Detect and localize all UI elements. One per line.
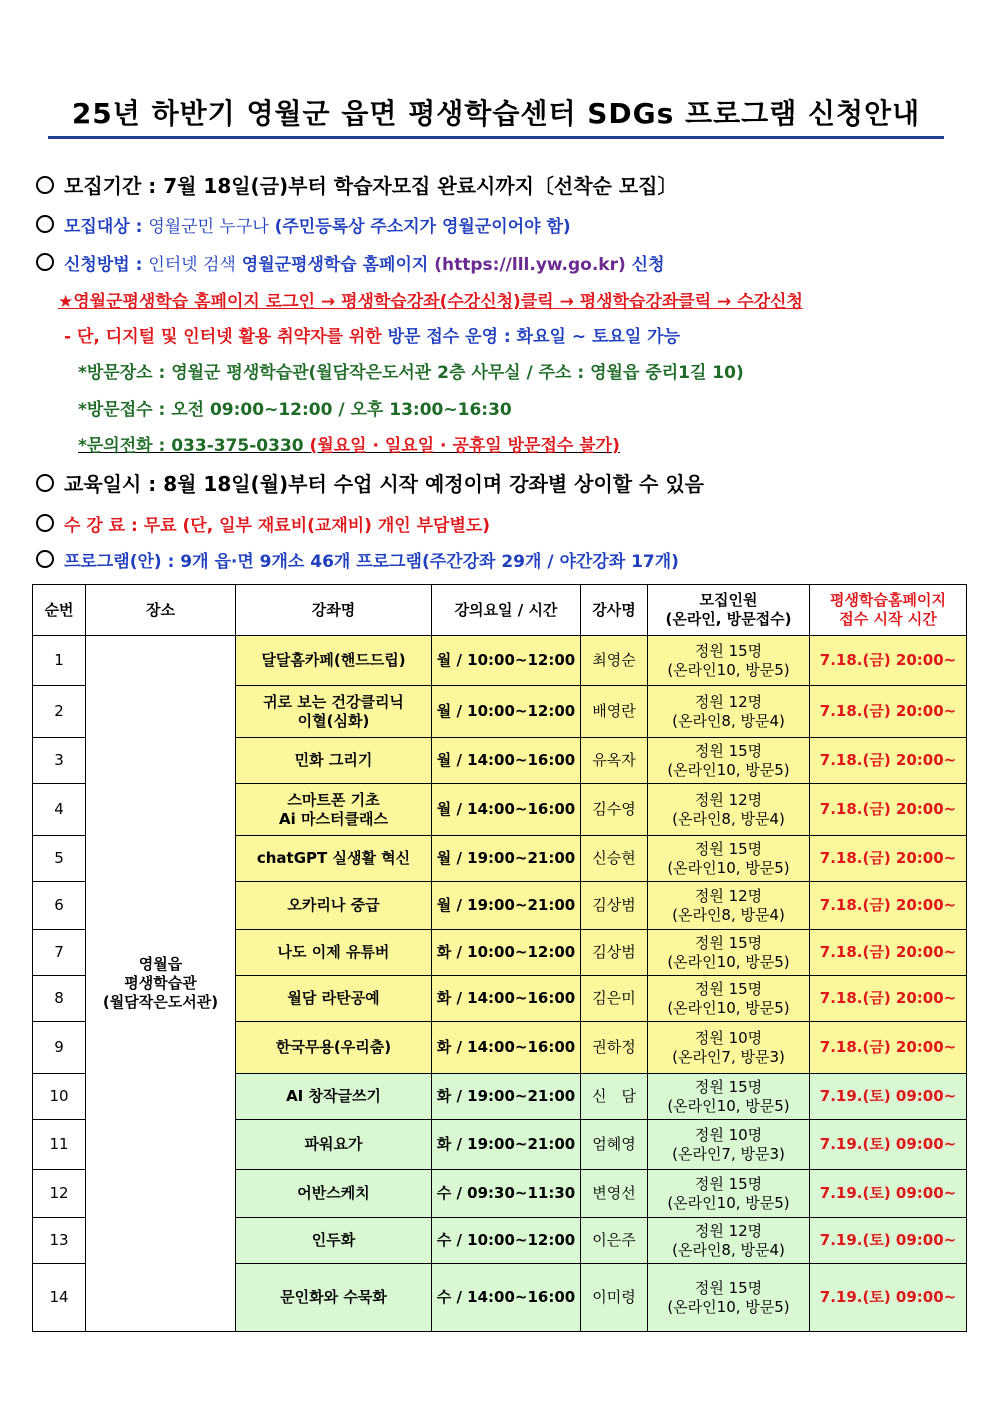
recruit-target-label: 모집대상 : <box>64 217 143 237</box>
quota: 정원 10명 (온라인7, 방문3) <box>648 1022 810 1074</box>
quota: 정원 10명 (온라인7, 방문3) <box>648 1120 810 1170</box>
row-number: 11 <box>33 1120 86 1170</box>
open-time: 7.18.(금) 20:00~ <box>810 1022 967 1074</box>
circle-bullet-icon <box>36 474 54 492</box>
row-number: 2 <box>33 686 86 738</box>
class-time: 수 / 09:30~11:30 <box>432 1170 581 1218</box>
circle-bullet-icon <box>36 550 54 568</box>
apply-method-site: 영월군평생학습 홈페이지 <box>241 255 429 275</box>
teacher-name: 이은주 <box>581 1218 648 1264</box>
header-teacher: 강사명 <box>581 585 648 636</box>
teacher-name: 김상범 <box>581 930 648 976</box>
header-course: 강좌명 <box>236 585 432 636</box>
header-quota: 모집인원 (온라인, 방문접수) <box>648 585 810 636</box>
quota: 정원 15명 (온라인10, 방문5) <box>648 930 810 976</box>
visit-note <box>64 322 680 347</box>
tuition-fee <box>36 511 490 536</box>
quota: 정원 12명 (온라인8, 방문4) <box>648 882 810 930</box>
class-time: 수 / 10:00~12:00 <box>432 1218 581 1264</box>
circle-bullet-icon <box>36 514 54 532</box>
apply-method <box>36 250 665 275</box>
open-time: 7.19.(토) 09:00~ <box>810 1170 967 1218</box>
header-place: 장소 <box>86 585 236 636</box>
open-time: 7.18.(금) 20:00~ <box>810 930 967 976</box>
class-time: 월 / 10:00~12:00 <box>432 686 581 738</box>
course-name: 파워요가 <box>236 1120 432 1170</box>
open-time: 7.18.(금) 20:00~ <box>810 836 967 882</box>
program-table <box>32 584 967 1332</box>
recruit-target-value: 영월군민 누구나 <box>148 217 269 237</box>
quota: 정원 15명 (온라인10, 방문5) <box>648 976 810 1022</box>
visit-note-mid: 방문 접수 운영 : <box>387 327 511 347</box>
teacher-name: 최영순 <box>581 636 648 686</box>
class-time: 화 / 19:00~21:00 <box>432 1074 581 1120</box>
teacher-name: 이미령 <box>581 1264 648 1332</box>
row-number: 13 <box>33 1218 86 1264</box>
quota: 정원 15명 (온라인10, 방문5) <box>648 1264 810 1332</box>
course-name: 나도 이제 유튜버 <box>236 930 432 976</box>
class-time: 월 / 19:00~21:00 <box>432 882 581 930</box>
teacher-name: 김상범 <box>581 882 648 930</box>
class-time: 월 / 10:00~12:00 <box>432 636 581 686</box>
teacher-name: 신승현 <box>581 836 648 882</box>
row-number: 3 <box>33 738 86 784</box>
program-summary <box>36 547 679 572</box>
quota: 정원 15명 (온라인10, 방문5) <box>648 636 810 686</box>
course-name: 한국무용(우리춤) <box>236 1022 432 1074</box>
course-name: AI 창작글쓰기 <box>236 1074 432 1120</box>
table-row <box>33 636 967 686</box>
open-time: 7.19.(토) 09:00~ <box>810 1218 967 1264</box>
row-number: 7 <box>33 930 86 976</box>
place-cell: 영월읍 평생학습관 (월담작은도서관) <box>86 636 236 1332</box>
header-time: 강의요일 / 시간 <box>432 585 581 636</box>
tuition-fee-label: 수 강 료 : <box>64 516 138 536</box>
class-time: 화 / 14:00~16:00 <box>432 976 581 1022</box>
tuition-fee-value: 무료 <box>143 516 177 536</box>
course-name: 달달홈카페(핸드드립) <box>236 636 432 686</box>
recruit-target-note: (주민등록상 주소지가 영월군이어야 함) <box>274 217 571 237</box>
row-number: 9 <box>33 1022 86 1074</box>
visit-note-prefix: - 단, 디지털 및 인터넷 활용 취약자를 위한 <box>64 327 382 347</box>
course-name: 월담 라탄공예 <box>236 976 432 1022</box>
teacher-name: 유옥자 <box>581 738 648 784</box>
row-number: 12 <box>33 1170 86 1218</box>
class-time: 월 / 14:00~16:00 <box>432 738 581 784</box>
visit-note-suffix: 화요일 ~ 토요일 가능 <box>516 327 681 347</box>
quota: 정원 12명 (온라인8, 방문4) <box>648 1218 810 1264</box>
apply-steps: ★영월군평생학습 홈페이지 로그인 → 평생학습강좌(수강신청)클릭 → 평생학습강좌클릭 → 수강신청 <box>58 292 803 312</box>
teacher-name: 엄혜영 <box>581 1120 648 1170</box>
row-number: 6 <box>33 882 86 930</box>
quota: 정원 12명 (온라인8, 방문4) <box>648 686 810 738</box>
visit-place: *방문장소 : 영월군 평생학습관(월담작은도서관 2층 사무실 / 주소 : 영월읍 중리1길 10) <box>78 363 744 383</box>
visit-phone <box>78 431 620 456</box>
course-name: 오카리나 중급 <box>236 882 432 930</box>
open-time: 7.18.(금) 20:00~ <box>810 976 967 1022</box>
open-time: 7.19.(토) 09:00~ <box>810 1074 967 1120</box>
header-open-time: 평생학습홈페이지 접수 시작 시간 <box>810 585 967 636</box>
course-name: 민화 그리기 <box>236 738 432 784</box>
table-body <box>33 636 967 1332</box>
apply-method-url[interactable]: (https://lll.yw.go.kr) <box>434 255 626 275</box>
program-summary-value: 9개 읍·면 9개소 46개 프로그램(주간강좌 29개 / 야간강좌 17개) <box>180 552 679 572</box>
header-no: 순번 <box>33 585 86 636</box>
circle-bullet-icon <box>36 253 54 271</box>
apply-method-suffix: 신청 <box>631 255 665 275</box>
course-name: 스마트폰 기초 Ai 마스터클래스 <box>236 784 432 836</box>
quota: 정원 15명 (온라인10, 방문5) <box>648 836 810 882</box>
open-time: 7.18.(금) 20:00~ <box>810 784 967 836</box>
course-name: 어반스케치 <box>236 1170 432 1218</box>
course-name: 문인화와 수묵화 <box>236 1264 432 1332</box>
visit-phone-note: (월요일 · 일요일 · 공휴일 방문접수 불가) <box>309 436 620 456</box>
row-number: 8 <box>33 976 86 1022</box>
quota: 정원 12명 (온라인8, 방문4) <box>648 784 810 836</box>
row-number: 4 <box>33 784 86 836</box>
open-time: 7.19.(토) 09:00~ <box>810 1264 967 1332</box>
quota: 정원 15명 (온라인10, 방문5) <box>648 738 810 784</box>
class-time: 월 / 14:00~16:00 <box>432 784 581 836</box>
row-number: 14 <box>33 1264 86 1332</box>
open-time: 7.18.(금) 20:00~ <box>810 882 967 930</box>
visit-phone-number: *문의전화 : 033-375-0330 <box>78 436 304 456</box>
quota: 정원 15명 (온라인10, 방문5) <box>648 1074 810 1120</box>
class-time: 화 / 19:00~21:00 <box>432 1120 581 1170</box>
visit-hours: *방문접수 : 오전 09:00~12:00 / 오후 13:00~16:30 <box>78 400 512 420</box>
teacher-name: 배영란 <box>581 686 648 738</box>
apply-method-value: 인터넷 검색 <box>148 255 236 275</box>
edu-schedule <box>36 468 704 497</box>
tuition-fee-note: (단, 일부 재료비(교재비) 개인 부담별도) <box>182 516 491 536</box>
open-time: 7.18.(금) 20:00~ <box>810 686 967 738</box>
teacher-name: 김은미 <box>581 976 648 1022</box>
class-time: 화 / 10:00~12:00 <box>432 930 581 976</box>
course-name: 인두화 <box>236 1218 432 1264</box>
program-summary-label: 프로그램(안) : <box>64 552 175 572</box>
page-title: 25년 하반기 영월군 읍면 평생학습센터 SDGs 프로그램 신청안내 <box>48 92 944 139</box>
open-time: 7.19.(토) 09:00~ <box>810 1120 967 1170</box>
row-number: 1 <box>33 636 86 686</box>
teacher-name: 권하정 <box>581 1022 648 1074</box>
class-time: 수 / 14:00~16:00 <box>432 1264 581 1332</box>
open-time: 7.18.(금) 20:00~ <box>810 738 967 784</box>
table-header-row <box>33 585 967 636</box>
class-time: 월 / 19:00~21:00 <box>432 836 581 882</box>
row-number: 10 <box>33 1074 86 1120</box>
open-time: 7.18.(금) 20:00~ <box>810 636 967 686</box>
teacher-name: 김수영 <box>581 784 648 836</box>
quota: 정원 15명 (온라인10, 방문5) <box>648 1170 810 1218</box>
recruit-period-text: 모집기간 : 7월 18일(금)부터 학습자모집 완료시까지〔선착순 모집〕 <box>64 174 678 198</box>
row-number: 5 <box>33 836 86 882</box>
teacher-name: 신 담 <box>581 1074 648 1120</box>
class-time: 화 / 14:00~16:00 <box>432 1022 581 1074</box>
course-name: chatGPT 실생활 혁신 <box>236 836 432 882</box>
apply-method-label: 신청방법 : <box>64 255 143 275</box>
circle-bullet-icon <box>36 176 54 194</box>
recruit-period <box>36 170 677 199</box>
circle-bullet-icon <box>36 215 54 233</box>
edu-schedule-text: 교육일시 : 8월 18일(월)부터 수업 시작 예정이며 강좌별 상이할 수 있음 <box>64 472 704 496</box>
teacher-name: 변영선 <box>581 1170 648 1218</box>
course-name: 귀로 보는 건강클리닉 이혈(심화) <box>236 686 432 738</box>
recruit-target <box>36 212 571 237</box>
